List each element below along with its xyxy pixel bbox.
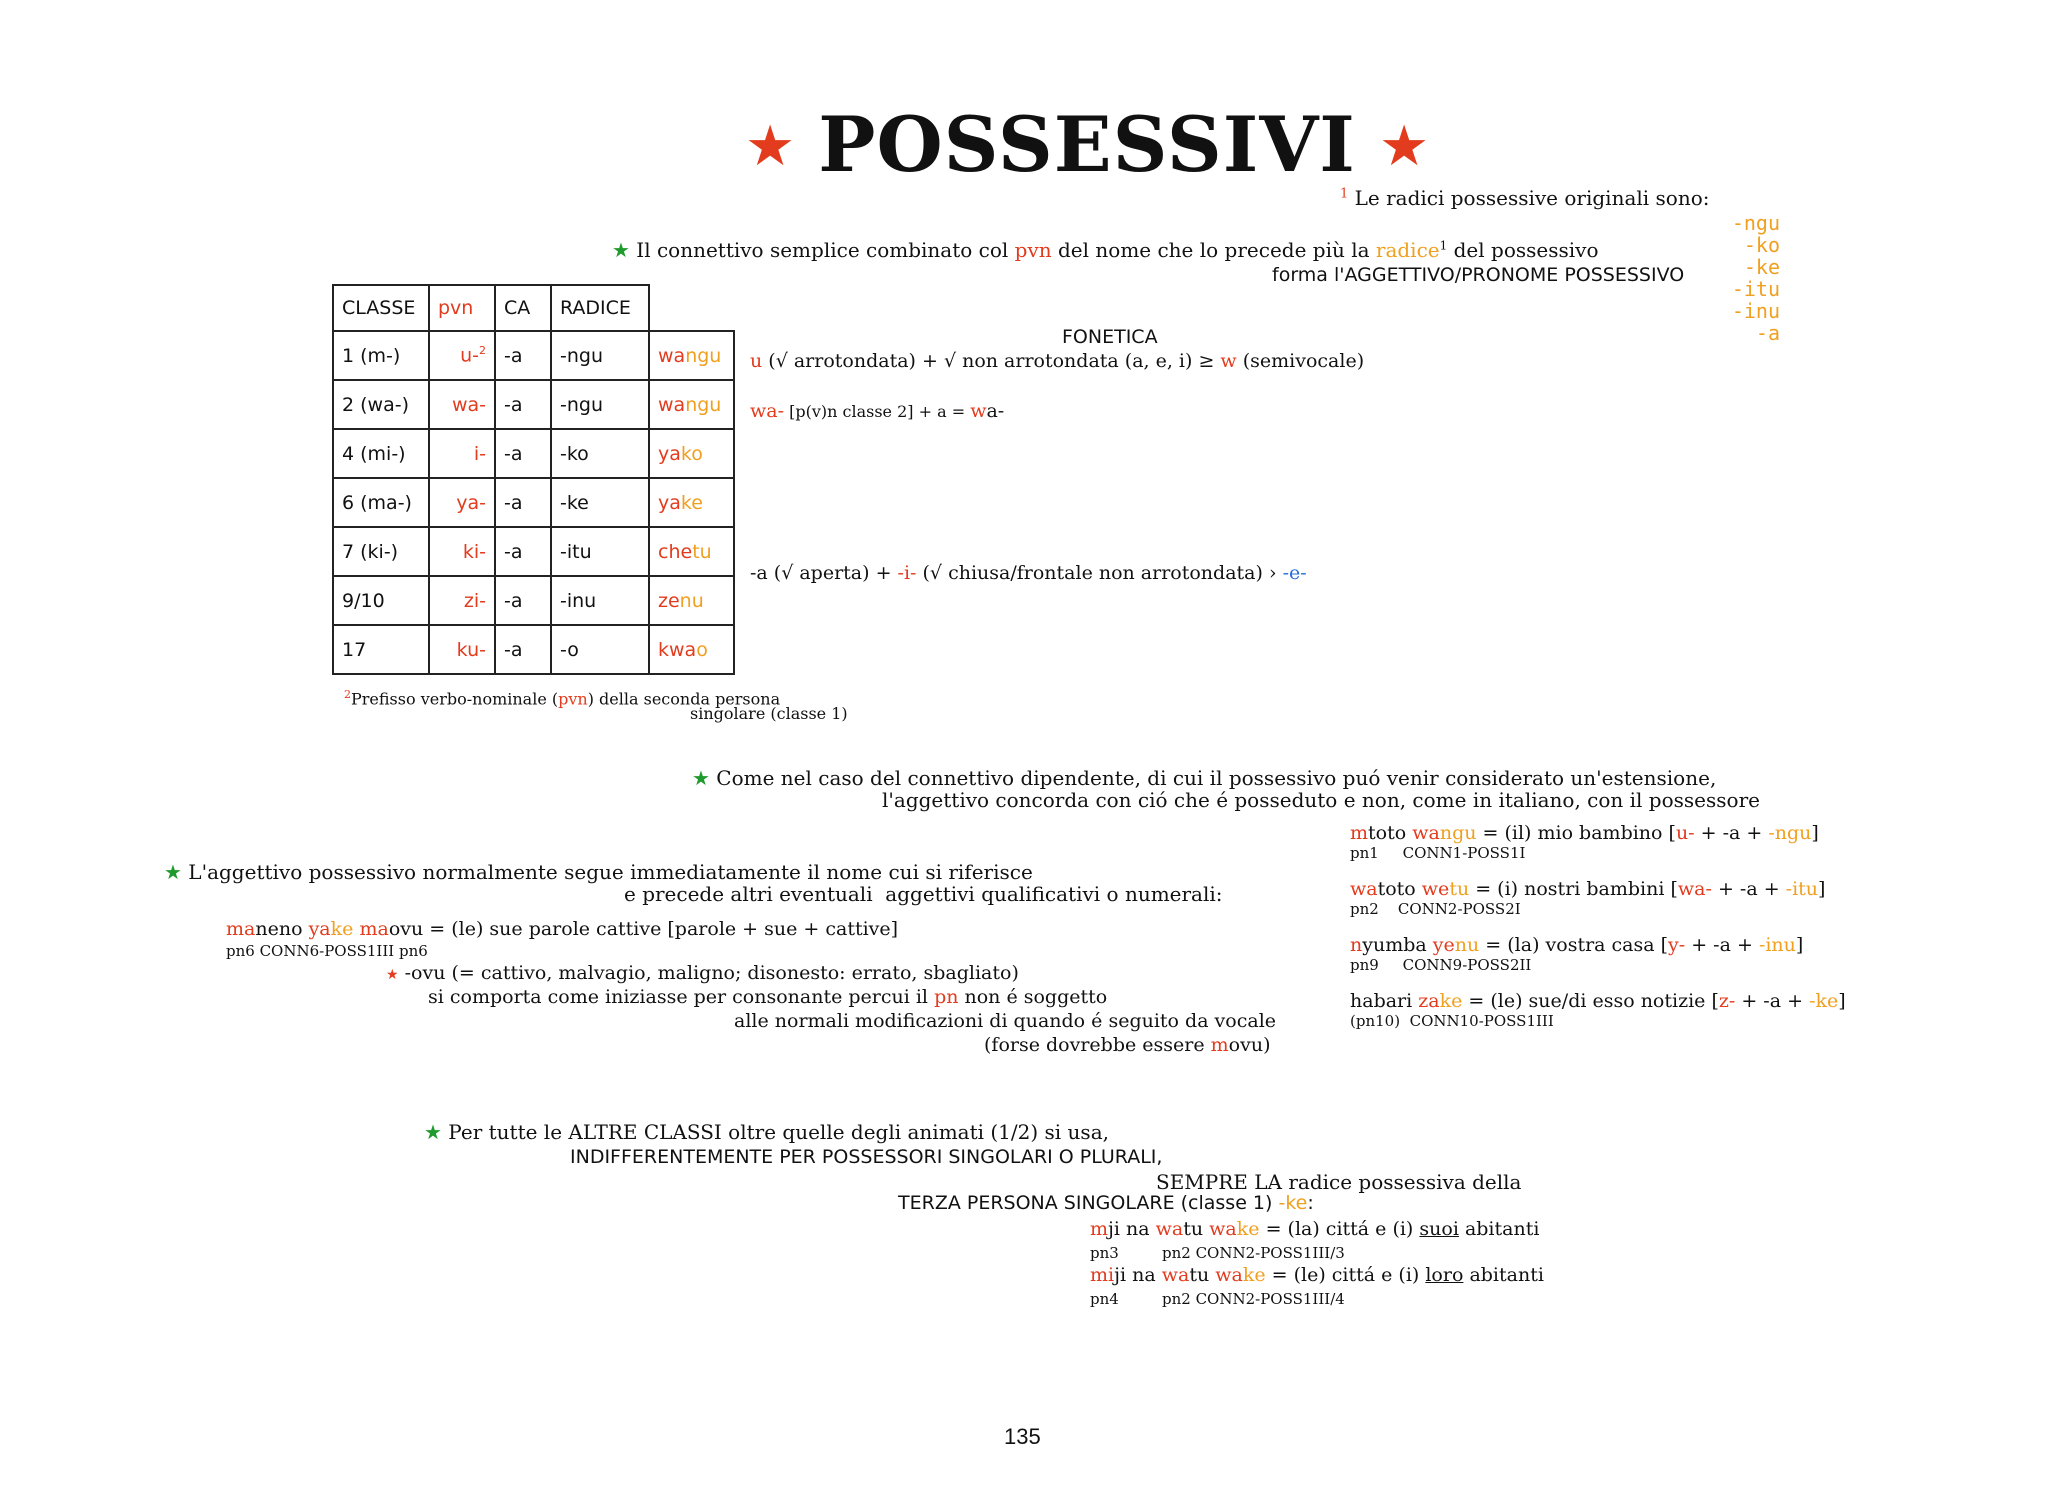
footnote-2-line-2: singolare (classe 1)	[690, 704, 848, 723]
root-list	[1720, 212, 1780, 344]
root-note-text: Le radici possessive originali sono:	[1354, 186, 1710, 210]
root-item: -ko	[1743, 233, 1780, 257]
other-example-2: miji na watu wake = (le) cittá e (i) loro abitanti	[1090, 1264, 1544, 1286]
star-icon: ★	[692, 766, 710, 790]
other-line-2: INDIFFERENTEMENTE PER POSSESSORI SINGOLARI O PLURALI,	[570, 1146, 1163, 1168]
table-row: 2 (wa-) wa- -a -ngu wangu	[333, 380, 734, 429]
other-example-2-sub: pn4 pn2 CONN2-POSS1III/4	[1090, 1290, 1345, 1308]
star-icon: ★	[1378, 114, 1430, 179]
root-item: -ngu	[1731, 211, 1780, 235]
intro-line-1: ★ Il connettivo semplice combinato col pvn del nome che lo precede più la radice$^1$ del possessivo	[612, 238, 1599, 262]
concord-examples	[1350, 822, 1846, 1046]
star-icon: ★	[164, 860, 182, 884]
header-classe: CLASSE	[333, 285, 429, 331]
other-line-1: ★ Per tutte le ALTRE CLASSI oltre quelle degli animati (1/2) si usa,	[424, 1120, 1109, 1144]
intro-line-2: forma l'AGGETTIVO/PRONOME POSSESSIVO	[1272, 264, 1685, 286]
position-note-1: ★ -ovu (= cattivo, malvagio, maligno; disonesto: errato, sbagliato)	[386, 962, 1019, 984]
other-line-4: TERZA PERSONA SINGOLARE (classe 1) -ke:	[898, 1192, 1314, 1214]
page-title: POSSESSIVI	[818, 100, 1356, 189]
footnote-marker: 1	[1340, 186, 1349, 202]
possessive-table	[332, 284, 735, 675]
root-item: -a	[1755, 321, 1780, 345]
table-row: 9/10 zi- -a -inu zenu	[333, 576, 734, 625]
table-row: 1 (m-) u-$^2$ -a -ngu wangu	[333, 331, 734, 380]
fonetica-rule-3: -a (√ aperta) + -i- (√ chiusa/frontale non arrotondata) › -e-	[750, 562, 1307, 584]
example-item: mtoto wangu = (il) mio bambino [u- + -a + -ngu] pn1 CONN1-POSS1I	[1350, 822, 1819, 862]
title-row	[745, 100, 1429, 189]
page-number: 135	[1004, 1424, 1041, 1449]
header-ca: CA	[495, 285, 551, 331]
example-item: watoto wetu = (i) nostri bambini [wa- + -a + -itu] pn2 CONN2-POSS2I	[1350, 878, 1826, 918]
header-pvn: pvn	[429, 285, 495, 331]
position-line-1: ★ L'aggettivo possessivo normalmente segue immediatamente il nome cui si riferisce	[164, 860, 1033, 884]
fonetica-rule-1: u (√ arrotondata) + √ non arrotondata (a, e, i) ≥ w (semivocale)	[750, 350, 1365, 372]
star-icon: ★	[386, 967, 399, 983]
position-example-sub: pn6 CONN6-POSS1III pn6	[226, 942, 428, 960]
table-row: 6 (ma-) ya- -a -ke yake	[333, 478, 734, 527]
position-note-2: si comporta come iniziasse per consonante percui il pn non é soggetto	[428, 986, 1108, 1008]
other-example-1-sub: pn3 pn2 CONN2-POSS1III/3	[1090, 1244, 1345, 1262]
position-line-2: e precede altri eventuali aggettivi qualificativi o numerali:	[624, 882, 1223, 906]
root-item: -inu	[1731, 299, 1780, 323]
fonetica-rule-2: wa- [p(v)n classe 2] + a = wa-	[750, 400, 1005, 422]
concord-line-2: l'aggettivo concorda con ció che é posseduto e non, come in italiano, con il possessore	[882, 788, 1760, 812]
star-icon: ★	[612, 238, 630, 262]
root-item: -itu	[1731, 277, 1780, 301]
other-line-3: SEMPRE LA radice possessiva della	[1156, 1170, 1522, 1194]
example-item: habari zake = (le) sue/di esso notizie [z- + -a + -ke] (pn10) CONN10-POSS1III	[1350, 990, 1846, 1030]
star-icon: ★	[424, 1120, 442, 1144]
star-icon: ★	[745, 114, 796, 179]
root-note	[1340, 186, 1710, 210]
header-result	[649, 285, 734, 331]
position-example: maneno yake maovu = (le) sue parole cattive [parole + sue + cattive]	[226, 918, 899, 940]
footnote-2-line-1: $^2$Prefisso verbo-nominale (pvn) della seconda persona	[344, 688, 781, 709]
fonetica-title: FONETICA	[1062, 326, 1158, 348]
table-row: 4 (mi-) i- -a -ko yako	[333, 429, 734, 478]
table-header-row	[333, 285, 734, 331]
position-note-3: alle normali modificazioni di quando é seguito da vocale	[734, 1010, 1277, 1032]
position-note-4: (forse dovrebbe essere movu)	[984, 1034, 1271, 1056]
root-item: -ke	[1743, 255, 1780, 279]
example-item: nyumba yenu = (la) vostra casa [y- + -a + -inu] pn9 CONN9-POSS2II	[1350, 934, 1804, 974]
concord-line-1: ★ Come nel caso del connettivo dipendente, di cui il possessivo puó venir considerato un'estensione,	[692, 766, 1717, 790]
table-row: 7 (ki-) ki- -a -itu chetu	[333, 527, 734, 576]
header-radice: RADICE	[551, 285, 649, 331]
other-example-1: mji na watu wake = (la) cittá e (i) suoi abitanti	[1090, 1218, 1540, 1240]
table-row: 17 ku- -a -o kwao	[333, 625, 734, 674]
